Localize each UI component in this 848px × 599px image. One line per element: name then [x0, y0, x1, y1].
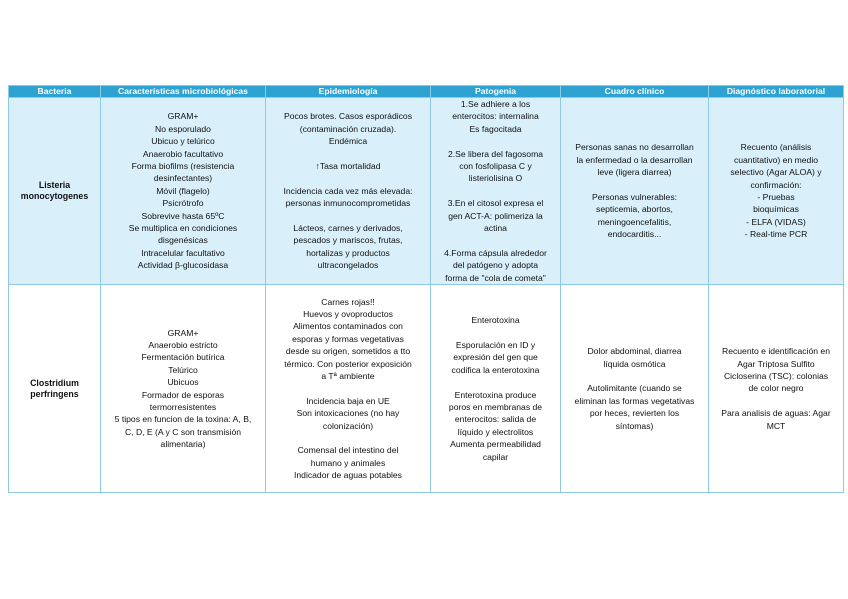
header-caracteristicas: Características microbiológicas: [101, 86, 266, 98]
table-row: [9, 98, 844, 285]
cell-diagnostico: Recuento e identificación en Agar Triptosa Sulfito Cicloserina (TSC): colonias de color negro Para analisis de aguas: Agar MCT: [709, 285, 844, 493]
cell-patogenia: Enterotoxina Esporulación en ID y expresión del gen que codifica la enterotoxina Enterotoxina produce poros en membranas de enterocitos: salida de líquido y electrolitos Aumenta permeabilidad capilar: [431, 285, 561, 493]
table-header-row: [9, 86, 844, 98]
cell-bacteria: Clostridium perfringens: [9, 285, 101, 493]
cell-epidemiologia: Pocos brotes. Casos esporádicos (contaminación cruzada). Endémica ↑Tasa mortalidad Incidencia cada vez más elevada: personas inmunocomprometidas Lácteos, carnes y derivados, pescados y mariscos, frutas, hortalizas y productos ultracongelados: [266, 98, 431, 285]
cell-epidemiologia: Carnes rojas!! Huevos y ovoproductos Alimentos contaminados con esporas y formas vegetativas desde su origen, sometidos a tto térmico. Con posterior exposición a Tª ambiente Incidencia baja en UE Son intoxicaciones (no hay colonización) Comensal del intestino del humano y animales Indicador de aguas potables: [266, 285, 431, 493]
table-row: [9, 285, 844, 493]
cell-cuadro-clinico: Personas sanas no desarrollan la enfermedad o la desarrollan leve (ligera diarrea) Personas vulnerables: septicemia, abortos, meningoencefalitis, endocarditis...: [561, 98, 709, 285]
header-bacteria: Bacteria: [9, 86, 101, 98]
cell-caracteristicas: GRAM+ Anaerobio estricto Fermentación butírica Telúrico Ubicuos Formador de esporas termorresistentes 5 tipos en funcion de la toxina: A, B, C, D, E (A y C son transmisión alimentaria): [101, 285, 266, 493]
cell-caracteristicas: GRAM+ No esporulado Ubicuo y telúrico Anaerobio facultativo Forma biofilms (resistencia desinfectantes) Móvil (flagelo) Psicrótrofo Sobrevive hasta 65ºC Se multiplica en condiciones disgenésicas Intracelular facultativo Actividad β-glucosidasa: [101, 98, 266, 285]
cell-diagnostico: Recuento (análisis cuantitativo) en medio selectivo (Agar ALOA) y confirmación: - Pruebas bioquímicas - ELFA (VIDAS) - Real-time PCR: [709, 98, 844, 285]
cell-cuadro-clinico: Dolor abdominal, diarrea líquida osmótica Autolimitante (cuando se eliminan las formas vegetativas por heces, revierten los síntomas): [561, 285, 709, 493]
header-diagnostico: Diagnóstico laboratorial: [709, 86, 844, 98]
header-epidemiologia: Epidemiología: [266, 86, 431, 98]
cell-patogenia: 1.Se adhiere a los enterocitos: internalina Es fagocitada 2.Se libera del fagosoma con fosfolipasa C y listeriolisina O 3.En el citosol expresa el gen ACT-A: polimeriza la actina 4.Forma cápsula alrededor del patógeno y adopta forma de "cola de cometa": [431, 98, 561, 285]
header-cuadro-clinico: Cuadro clínico: [561, 86, 709, 98]
bacteria-table: [8, 85, 844, 493]
cell-bacteria: Listeria monocytogenes: [9, 98, 101, 285]
header-patogenia: Patogenia: [431, 86, 561, 98]
